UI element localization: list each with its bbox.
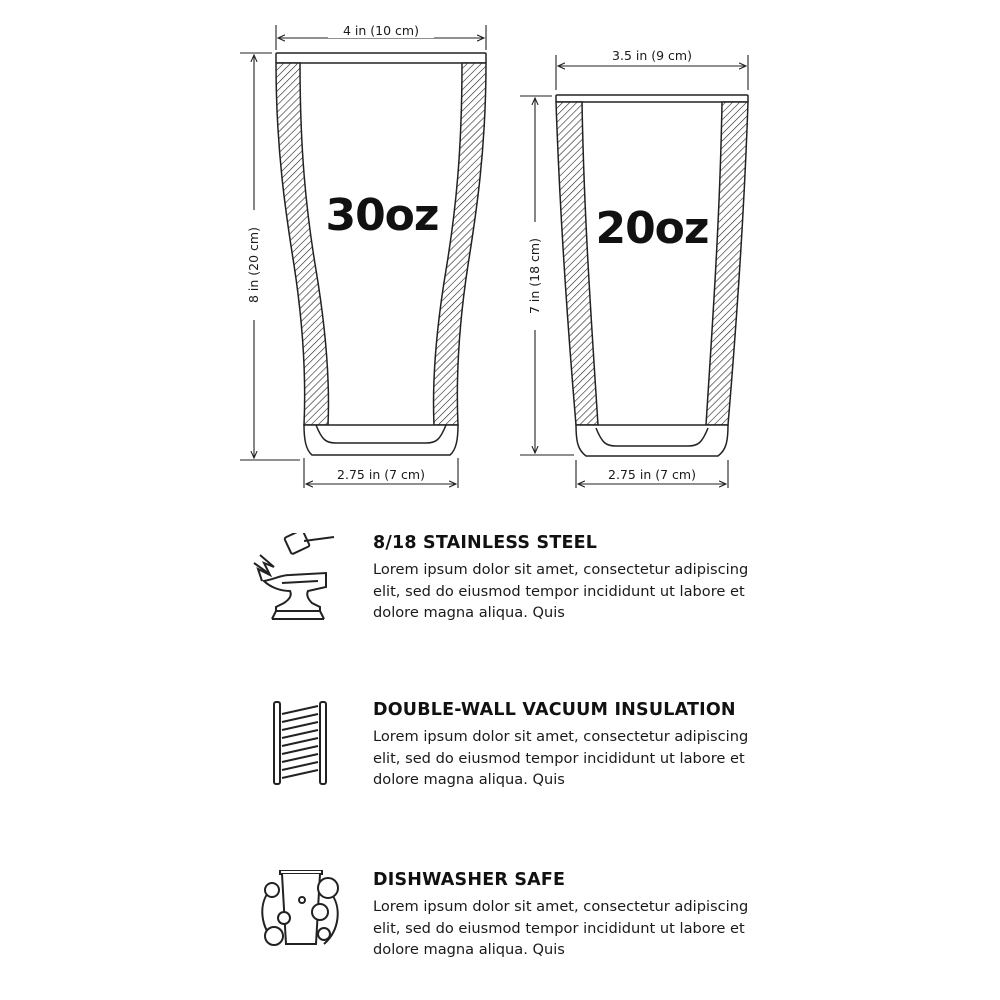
tumbler-20oz-left-wall bbox=[556, 102, 598, 425]
tumbler-30oz-left-wall bbox=[276, 63, 329, 425]
feature-title: DOUBLE-WALL VACUUM INSULATION bbox=[373, 700, 736, 720]
tumbler-20oz-lid bbox=[556, 95, 748, 102]
tumbler-30oz-height: 8 in (20 cm) bbox=[246, 227, 261, 303]
tumbler-20oz-base bbox=[576, 425, 728, 456]
insulated-wall-icon bbox=[250, 700, 340, 810]
cup-bubbles-icon bbox=[250, 870, 340, 980]
anvil-hammer-icon bbox=[250, 533, 340, 643]
tumbler-30oz-right-wall bbox=[434, 63, 487, 425]
tumbler-30oz-lid bbox=[276, 53, 486, 63]
feature-description: Lorem ipsum dolor sit amet, consectetur adipiscing elit, sed do eiusmod tempor incididunt ut labore et dolore magna aliqua. Quis bbox=[373, 728, 749, 788]
tumbler-20oz-top-width: 3.5 in (9 cm) bbox=[612, 48, 692, 63]
feature-vacuum-insulation bbox=[250, 700, 770, 810]
tumbler-20oz-base-width: 2.75 in (7 cm) bbox=[608, 467, 696, 482]
feature-title: DISHWASHER SAFE bbox=[373, 870, 566, 890]
tumbler-20oz-capacity: 20oz bbox=[595, 203, 709, 254]
feature-title: 8/18 STAINLESS STEEL bbox=[373, 533, 598, 553]
feature-stainless-steel bbox=[250, 533, 770, 643]
feature-description: Lorem ipsum dolor sit amet, consectetur adipiscing elit, sed do eiusmod tempor incididunt ut labore et dolore magna aliqua. Quis bbox=[373, 898, 749, 958]
tumbler-30oz-base-width: 2.75 in (7 cm) bbox=[337, 467, 425, 482]
tumbler-20oz bbox=[556, 95, 748, 456]
tumbler-30oz bbox=[276, 53, 486, 455]
feature-dishwasher-safe bbox=[250, 870, 770, 980]
tumbler-30oz-base bbox=[304, 425, 458, 455]
tumbler-30oz-top-width: 4 in (10 cm) bbox=[343, 23, 419, 38]
tumbler-20oz-height: 7 in (18 cm) bbox=[527, 238, 542, 314]
tumbler-20oz-right-wall bbox=[706, 102, 748, 425]
tumbler-30oz-capacity: 30oz bbox=[325, 190, 439, 241]
feature-description: Lorem ipsum dolor sit amet, consectetur adipiscing elit, sed do eiusmod tempor incididunt ut labore et dolore magna aliqua. Quis bbox=[373, 561, 749, 621]
